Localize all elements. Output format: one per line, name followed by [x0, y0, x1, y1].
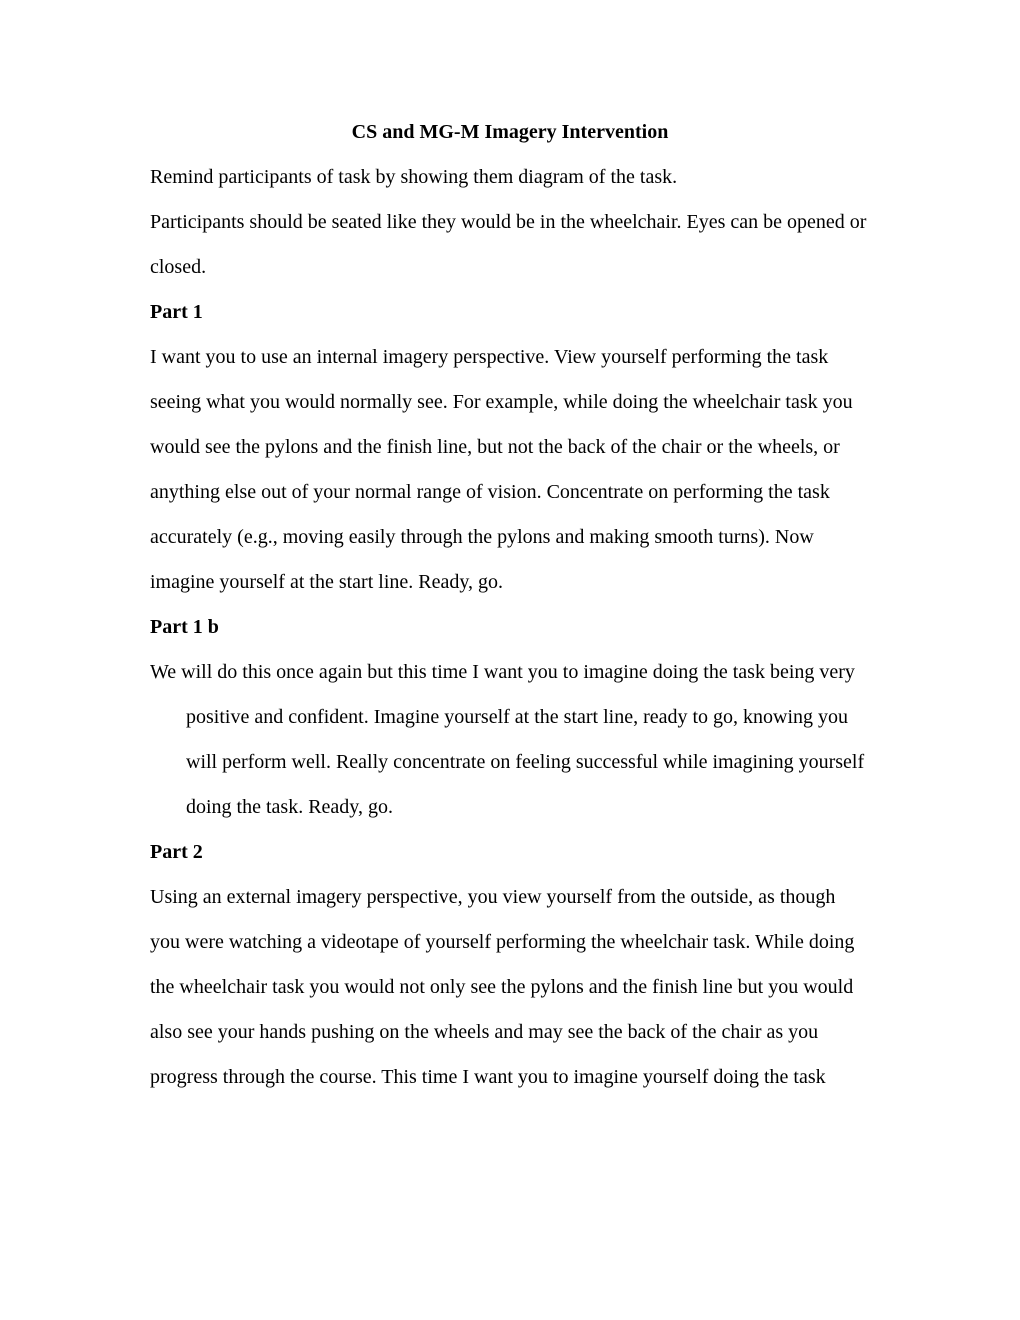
section-heading-part-1: Part 1	[150, 301, 203, 323]
section-heading-part-1b: Part 1 b	[150, 616, 219, 638]
paragraph-seating-instructions: Participants should be seated like they would be in the wheelchair. Eyes can be opened or closed.	[150, 211, 867, 278]
document-title: CS and MG-M Imagery Intervention	[351, 121, 669, 143]
section-heading-part-2: Part 2	[150, 841, 203, 863]
paragraph-remind-participants: Remind participants of task by showing them diagram of the task.	[150, 166, 678, 188]
paragraph-part-2-body: Using an external imagery perspective, you view yourself from the outside, as though you were watching a videotape of yourself performing the wheelchair task. While doing the wheelchair task you would not only see the pylons and the finish line but you would also see your hands pushing on the wheels and may see the back of the chair as you progress through the course. This time I want you to imagine yourself doing the task	[150, 886, 855, 1088]
paragraph-part-1b-body: We will do this once again but this time I want you to imagine doing the task being very positive and confident. Imagine yourself at the start line, ready to go, knowing you will perform well. Really concentrate on feeling successful while imagining yourself doing the task. Ready, go.	[150, 661, 865, 818]
paragraph-part-1-body: I want you to use an internal imagery perspective. View yourself performing the task seeing what you would normally see. For example, while doing the wheelchair task you would see the pylons and the finish line, but not the back of the chair or the wheels, or anything else out of your normal range of vision. Concentrate on performing the task accurately (e.g., moving easily through the pylons and making smooth turns). Now imagine yourself at the start line. Ready, go.	[150, 346, 853, 593]
